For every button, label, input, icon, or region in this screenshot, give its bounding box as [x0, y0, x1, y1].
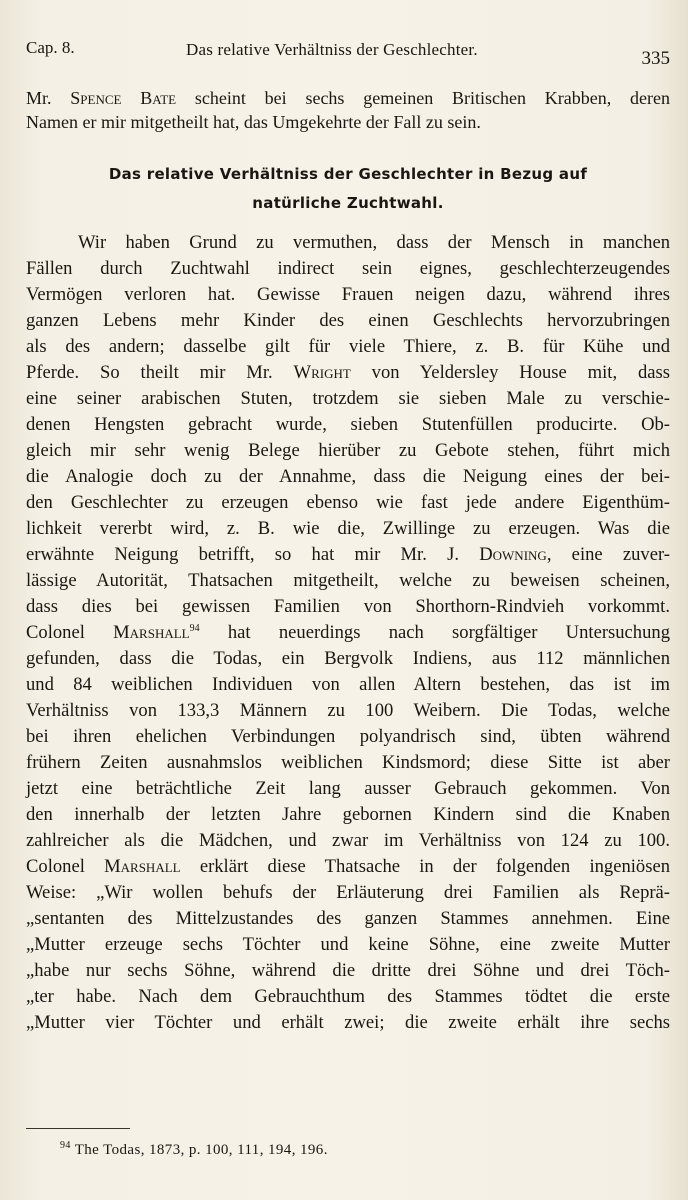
- text-line: den Geschlechter zu erzeugen ebenso wie fast jede andere Eigenthüm-: [26, 492, 670, 513]
- body-paragraph: [26, 230, 670, 1036]
- section-heading-line: Das relative Verhältniss der Geschlechter in Bezug auf: [108, 165, 588, 183]
- text-line: „sentanten des Mittelzustandes des ganzen Stammes annehmen. Eine: [26, 908, 670, 929]
- text-line: zahlreicher als die Mädchen, und zwar im Verhältniss von 124 zu 100.: [26, 830, 670, 851]
- page-number: 335: [641, 48, 670, 69]
- text-line: Namen er mir mitgetheilt hat, das Umgekehrte der Fall zu sein.: [26, 112, 481, 132]
- text-line: die Analogie doch zu der Annahme, dass die Neigung eines der bei-: [26, 466, 670, 487]
- text-line: jetzt eine beträchtliche Zeit lang ausser Gebrauch gekommen. Von: [26, 778, 670, 799]
- text-line: eine seiner arabischen Stuten, trotzdem sie sieben Male zu verschie-: [26, 388, 670, 409]
- running-title: Das relative Verhältniss der Geschlechter.: [186, 40, 478, 59]
- text-line: dass dies bei gewissen Familien von Shorthorn-Rindvieh vorkommt.: [26, 596, 670, 617]
- text-line: „Mutter vier Töchter und erhält zwei; die zweite erhält ihre sechs: [26, 1012, 670, 1033]
- text-line: den innerhalb der letzten Jahre gebornen Kindern sind die Knaben: [26, 804, 670, 825]
- footnote-text: The Todas, 1873, p. 100, 111, 194, 196.: [70, 1142, 328, 1158]
- text-line: frühern Zeiten ausnahmslos weiblichen Kindsmord; diese Sitte ist aber: [26, 752, 670, 773]
- footnote-divider: [26, 1128, 130, 1129]
- text-line: gefunden, dass die Todas, ein Bergvolk Indiens, aus 112 männlichen: [26, 648, 670, 669]
- person-name: Marshall: [104, 856, 181, 877]
- text-line: Verhältniss von 133,3 Männern zu 100 Weibern. Die Todas, welche: [26, 700, 670, 721]
- section-heading: [26, 160, 670, 218]
- text-line: als des andern; dasselbe gilt für viele Thiere, z. B. für Kühe und: [26, 336, 670, 357]
- section-heading-line: natürliche Zuchtwahl.: [252, 194, 444, 212]
- chapter-label: Cap. 8.: [26, 38, 75, 57]
- text-line: ganzen Lebens mehr Kinder des einen Geschlechts hervorzubringen: [26, 310, 670, 331]
- intro-paragraph: [26, 86, 670, 134]
- text-line: gleich mir sehr wenig Belege hierüber zu Gebote stehen, führt mich: [26, 440, 670, 461]
- text-line: und 84 weiblichen Individuen von allen Altern bestehen, das ist im: [26, 674, 670, 695]
- person-name: Spence Bate: [70, 88, 177, 108]
- running-header: [26, 38, 670, 68]
- text-line: Colonel Marshall$^{94}$ hat neuerdings nach sorgfältiger Untersuchung: [26, 622, 670, 643]
- text-line: Colonel Marshall erklärt diese Thatsache in der folgenden ingeniösen: [26, 856, 670, 877]
- text-line: Vermögen verloren hat. Gewisse Frauen neigen dazu, während ihres: [26, 284, 670, 305]
- text-line: lässige Autorität, Thatsachen mitgetheilt, welche zu beweisen scheinen,: [26, 570, 670, 591]
- text-line: „Mutter erzeuge sechs Töchter und keine Söhne, eine zweite Mutter: [26, 934, 670, 955]
- text-line: Pferde. So theilt mir Mr. Wright von Yeldersley House mit, dass: [26, 362, 670, 383]
- text-line: denen Hengsten gebracht wurde, sieben Stutenfüllen producirte. Ob-: [26, 414, 670, 435]
- person-name: Marshall: [113, 622, 190, 643]
- text-line: „ter habe. Nach dem Gebrauchthum des Stammes tödtet die erste: [26, 986, 670, 1007]
- text-line: Fällen durch Zuchtwahl indirect sein eignes, geschlechterzeugendes: [26, 258, 670, 279]
- text-line: lichkeit vererbt wird, z. B. wie die, Zwillinge zu erzeugen. Was die: [26, 518, 670, 539]
- text-line: Mr. Spence Bate scheint bei sechs gemeinen Britischen Krabben, deren: [26, 88, 670, 108]
- footnote: [60, 1142, 328, 1159]
- footnote-marker: 94: [60, 1140, 71, 1151]
- person-name: Wright: [293, 362, 351, 383]
- footnote-reference: 94: [189, 622, 200, 634]
- text-line: bei ihren ehelichen Verbindungen polyandrisch sind, übten während: [26, 726, 670, 747]
- person-name: Downing: [479, 544, 547, 565]
- text-line: Wir haben Grund zu vermuthen, dass der Mensch in manchen: [78, 232, 670, 253]
- text-line: „habe nur sechs Söhne, während die dritte drei Söhne und drei Töch-: [26, 960, 670, 981]
- text-line: erwähnte Neigung betrifft, so hat mir Mr. J. Downing, eine zuver-: [26, 544, 670, 565]
- text-line: Weise: „Wir wollen behufs der Erläuterung drei Familien als Reprä-: [26, 882, 670, 903]
